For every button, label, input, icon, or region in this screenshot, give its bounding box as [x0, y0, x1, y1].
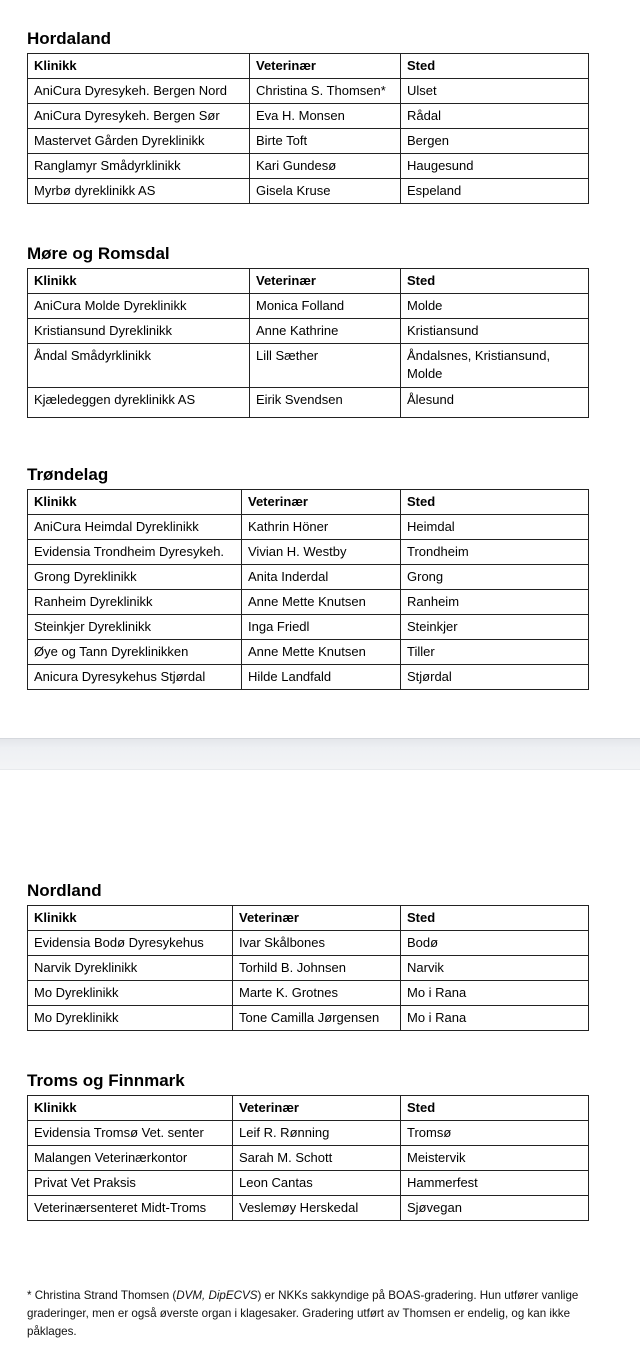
clinic-cell: Narvik Dyreklinikk — [28, 956, 233, 981]
clinic-table — [27, 905, 589, 1031]
table-header-row — [28, 269, 589, 294]
table-row — [28, 981, 589, 1006]
clinic-cell: AniCura Dyresykeh. Bergen Sør — [28, 104, 250, 129]
table-row — [28, 590, 589, 615]
clinic-cell: Grong Dyreklinikk — [28, 565, 242, 590]
clinic-cell: Mo Dyreklinikk — [28, 981, 233, 1006]
vet-cell: Christina S. Thomsen* — [250, 79, 401, 104]
footnote-credentials: DVM, DipECVS — [176, 1289, 258, 1302]
place-cell: Bodø — [401, 931, 589, 956]
clinic-cell: Evidensia Trondheim Dyresykeh. — [28, 540, 242, 565]
header-place: Sted — [401, 1096, 589, 1121]
clinic-cell: Kjæledeggen dyreklinikk AS — [28, 388, 250, 418]
place-cell: Tromsø — [401, 1121, 589, 1146]
place-cell: Bergen — [401, 129, 589, 154]
vet-cell: Tone Camilla Jørgensen — [233, 1006, 401, 1031]
clinic-cell: Mastervet Gården Dyreklinikk — [28, 129, 250, 154]
vet-cell: Torhild B. Johnsen — [233, 956, 401, 981]
place-cell: Narvik — [401, 956, 589, 981]
place-cell: Steinkjer — [401, 615, 589, 640]
place-cell: Ulset — [401, 79, 589, 104]
vet-cell: Hilde Landfald — [242, 665, 401, 690]
vet-cell: Kathrin Höner — [242, 515, 401, 540]
clinic-cell: Privat Vet Praksis — [28, 1171, 233, 1196]
header-clinic: Klinikk — [28, 1096, 233, 1121]
clinic-cell: Anicura Dyresykehus Stjørdal — [28, 665, 242, 690]
header-vet: Veterinær — [250, 54, 401, 79]
place-cell: Åndalsnes, Kristiansund, Molde — [401, 344, 589, 388]
header-place: Sted — [401, 54, 589, 79]
table-header-row — [28, 1096, 589, 1121]
place-cell: Espeland — [401, 179, 589, 204]
table-row — [28, 129, 589, 154]
header-vet: Veterinær — [242, 490, 401, 515]
header-vet: Veterinær — [233, 906, 401, 931]
vet-cell: Vivian H. Westby — [242, 540, 401, 565]
clinic-cell: Ranglamyr Smådyrklinikk — [28, 154, 250, 179]
table-row — [28, 79, 589, 104]
table-row — [28, 294, 589, 319]
region-nordland — [27, 879, 588, 1031]
header-vet: Veterinær — [233, 1096, 401, 1121]
table-row — [28, 179, 589, 204]
vet-cell: Eva H. Monsen — [250, 104, 401, 129]
place-cell: Mo i Rana — [401, 1006, 589, 1031]
header-clinic: Klinikk — [28, 906, 233, 931]
place-cell: Tiller — [401, 640, 589, 665]
table-row — [28, 1196, 589, 1221]
footnote-text: ) er NKKs sakkyndige på BOAS-gradering. Hun utfører vanlige graderinger, men er også øverste organ i klagesaker. Gradering utført av Thomsen er endelig, og kan ikke påklages. — [27, 1289, 579, 1338]
vet-cell: Anne Mette Knutsen — [242, 640, 401, 665]
vet-cell: Birte Toft — [250, 129, 401, 154]
vet-cell: Veslemøy Herskedal — [233, 1196, 401, 1221]
region-hordaland — [27, 27, 588, 204]
header-place: Sted — [401, 490, 589, 515]
vet-cell: Marte K. Grotnes — [233, 981, 401, 1006]
region-title: Trøndelag — [27, 465, 109, 484]
table-row — [28, 154, 589, 179]
vet-cell: Anne Mette Knutsen — [242, 590, 401, 615]
table-row — [28, 931, 589, 956]
vet-cell: Sarah M. Schott — [233, 1146, 401, 1171]
table-row — [28, 665, 589, 690]
table-row — [28, 1121, 589, 1146]
header-clinic: Klinikk — [28, 54, 250, 79]
page-separator — [0, 738, 640, 770]
clinic-table — [27, 489, 589, 690]
clinic-cell: Evidensia Tromsø Vet. senter — [28, 1121, 233, 1146]
region-title: Troms og Finnmark — [27, 1071, 185, 1090]
clinic-cell: Malangen Veterinærkontor — [28, 1146, 233, 1171]
vet-cell: Kari Gundesø — [250, 154, 401, 179]
region-troms-og-finnmark — [27, 1069, 588, 1221]
place-cell: Ranheim — [401, 590, 589, 615]
table-row — [28, 388, 589, 418]
table-row — [28, 615, 589, 640]
table-row — [28, 319, 589, 344]
clinic-cell: Ranheim Dyreklinikk — [28, 590, 242, 615]
header-clinic: Klinikk — [28, 490, 242, 515]
document-page-2 — [0, 770, 640, 1351]
clinic-cell: Evidensia Bodø Dyresykehus — [28, 931, 233, 956]
table-row — [28, 1006, 589, 1031]
place-cell: Grong — [401, 565, 589, 590]
clinic-cell: Veterinærsenteret Midt-Troms — [28, 1196, 233, 1221]
place-cell: Mo i Rana — [401, 981, 589, 1006]
table-row — [28, 540, 589, 565]
clinic-table — [27, 268, 589, 418]
footnote-lead: * Christina Strand Thomsen ( — [27, 1289, 177, 1302]
table-row — [28, 956, 589, 981]
header-vet: Veterinær — [250, 269, 401, 294]
vet-cell: Ivar Skålbones — [233, 931, 401, 956]
region-trondelag — [27, 463, 588, 690]
table-row — [28, 565, 589, 590]
clinic-cell: Mo Dyreklinikk — [28, 1006, 233, 1031]
region-title: Hordaland — [27, 29, 112, 48]
place-cell: Sjøvegan — [401, 1196, 589, 1221]
place-cell: Haugesund — [401, 154, 589, 179]
region-title: Nordland — [27, 881, 102, 900]
table-header-row — [28, 54, 589, 79]
table-header-row — [28, 906, 589, 931]
place-cell: Molde — [401, 294, 589, 319]
region-title: Møre og Romsdal — [27, 244, 170, 263]
clinic-table — [27, 1095, 589, 1221]
place-cell: Hammerfest — [401, 1171, 589, 1196]
place-cell: Stjørdal — [401, 665, 589, 690]
clinic-table — [27, 53, 589, 204]
vet-cell: Anita Inderdal — [242, 565, 401, 590]
clinic-cell: Kristiansund Dyreklinikk — [28, 319, 250, 344]
table-row — [28, 515, 589, 540]
vet-cell: Leif R. Rønning — [233, 1121, 401, 1146]
table-row — [28, 344, 589, 388]
vet-cell: Lill Sæther — [250, 344, 401, 388]
region-more-og-romsdal — [27, 242, 588, 418]
table-row — [28, 1171, 589, 1196]
place-cell: Rådal — [401, 104, 589, 129]
header-place: Sted — [401, 906, 589, 931]
clinic-cell: AniCura Dyresykeh. Bergen Nord — [28, 79, 250, 104]
place-cell: Kristiansund — [401, 319, 589, 344]
table-header-row — [28, 490, 589, 515]
place-cell: Trondheim — [401, 540, 589, 565]
vet-cell: Gisela Kruse — [250, 179, 401, 204]
vet-cell: Anne Kathrine — [250, 319, 401, 344]
vet-cell: Inga Friedl — [242, 615, 401, 640]
table-row — [28, 640, 589, 665]
place-cell: Meistervik — [401, 1146, 589, 1171]
footnote — [27, 1287, 612, 1341]
vet-cell: Monica Folland — [250, 294, 401, 319]
clinic-cell: Myrbø dyreklinikk AS — [28, 179, 250, 204]
clinic-cell: Steinkjer Dyreklinikk — [28, 615, 242, 640]
place-cell: Ålesund — [401, 388, 589, 418]
place-cell: Heimdal — [401, 515, 589, 540]
vet-cell: Eirik Svendsen — [250, 388, 401, 418]
table-row — [28, 104, 589, 129]
header-clinic: Klinikk — [28, 269, 250, 294]
clinic-cell: AniCura Heimdal Dyreklinikk — [28, 515, 242, 540]
vet-cell: Leon Cantas — [233, 1171, 401, 1196]
clinic-cell: Åndal Smådyrklinikk — [28, 344, 250, 388]
clinic-cell: AniCura Molde Dyreklinikk — [28, 294, 250, 319]
table-row — [28, 1146, 589, 1171]
clinic-cell: Øye og Tann Dyreklinikken — [28, 640, 242, 665]
header-place: Sted — [401, 269, 589, 294]
